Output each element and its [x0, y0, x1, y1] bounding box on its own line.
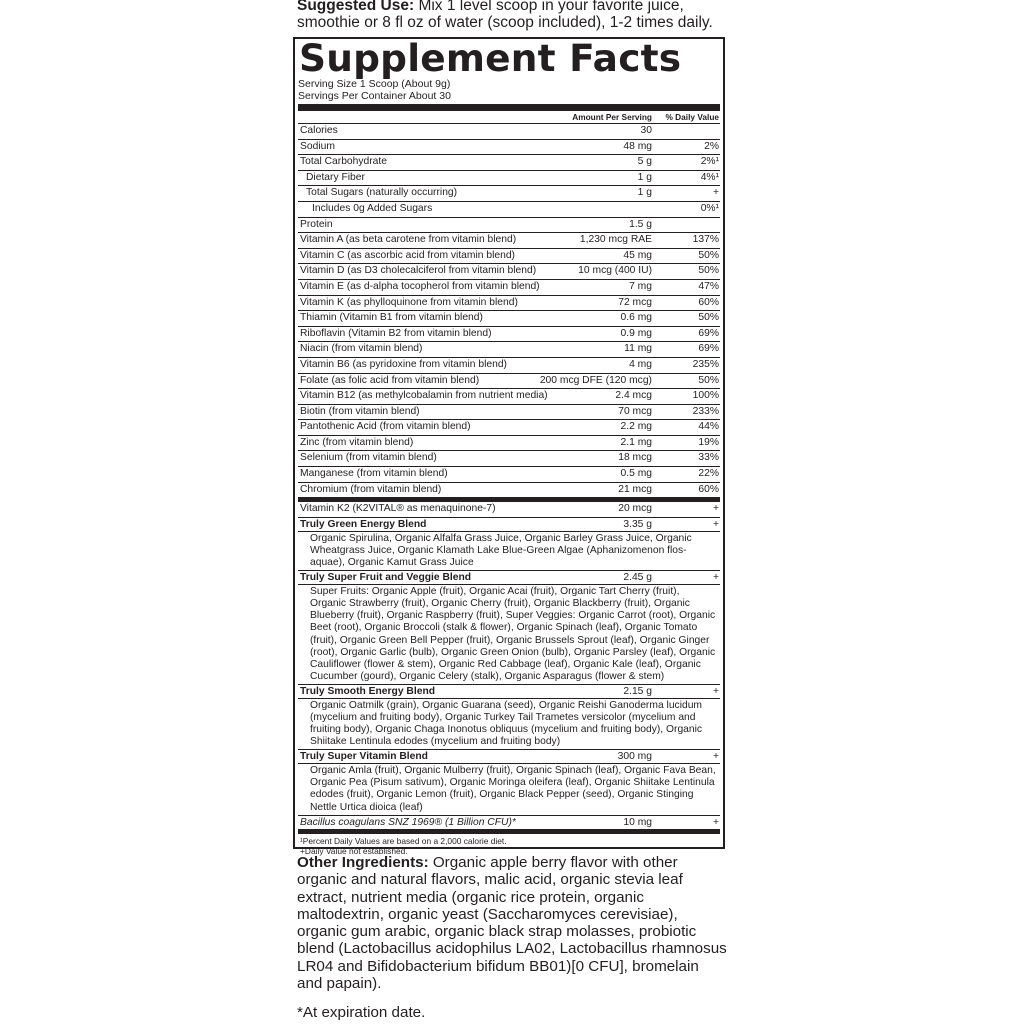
footnote-plus: +Daily Value not established. — [300, 845, 408, 856]
nutrient-row — [298, 389, 720, 405]
column-header — [298, 111, 720, 124]
nutrient-amount: 72 mcg — [618, 296, 652, 308]
nutrient-row — [298, 264, 720, 280]
nutrient-name: Folate (as folic acid from vitamin blend) — [300, 374, 480, 386]
blend-name: Truly Super Vitamin Blend — [300, 751, 428, 763]
suggested-use-label: Suggested Use: — [297, 0, 415, 14]
nutrient-name: Vitamin B6 (as pyridoxine from vitamin blend) — [300, 358, 507, 370]
nutrient-row — [298, 358, 720, 374]
nutrient-name: Vitamin A (as beta carotene from vitamin blend) — [300, 234, 517, 246]
nutrient-amount: 1,230 mcg RAE — [579, 234, 652, 246]
nutrient-dv: 69% — [698, 343, 719, 355]
bacillus-row — [298, 816, 720, 830]
nutrient-amount: 0.6 mg — [620, 312, 652, 324]
nutrient-row — [298, 202, 720, 218]
suggested-use — [297, 0, 737, 31]
nutrient-dv: 22% — [698, 468, 719, 480]
nutrient-name: Selenium (from vitamin blend) — [300, 452, 437, 464]
other-ingredients — [297, 854, 727, 992]
bacillus-name: Bacillus coagulans SNZ 1969® (1 Billion CFU)* — [300, 816, 516, 828]
blend-name: Truly Green Energy Blend — [300, 518, 427, 530]
blend-amount: 3.35 g — [623, 518, 652, 530]
nutrient-name: Vitamin B12 (as methylcobalamin from nutrient media) — [300, 390, 548, 402]
nutrient-amount: 30 — [640, 125, 652, 136]
nutrient-row — [298, 483, 720, 499]
other-ingredients-text: Organic apple berry flavor with other organic and natural flavors, malic acid, organic stevia leaf extract, nutrient media (organic rice protein, organic maltodextrin, organic yeast (Saccharomyces cerevisiae), organic gum arabic, organic black strap molasses, probiotic blend (Lactobacillus acidophilus LA02, Lactobacillus rhamnosus LR04 and Bifidobacterium bifidum BB01)[0 CFU], bromelain and papain). — [297, 854, 727, 993]
nutrient-name: Total Sugars (naturally occurring) — [306, 187, 458, 199]
nutrient-dv: + — [712, 187, 719, 199]
nutrient-dv: 137% — [692, 234, 719, 246]
nutrient-dv: 4%¹ — [700, 171, 719, 183]
nutrient-name: Vitamin D (as D3 cholecalciferol from vitamin blend) — [300, 265, 537, 277]
blend-dv: + — [712, 518, 719, 530]
nutrient-name: Chromium (from vitamin blend) — [300, 483, 442, 495]
blend-description: Super Fruits: Organic Apple (fruit), Organic Acai (fruit), Organic Tart Cherry (fruit), Organic Strawberry (fruit), Organic Cherry (fruit), Organic Blackberry (fruit), Organic Blueberry (fruit), Organic Raspberry (fruit), Super Veggies: Organic Carrot (root), Organic Beet (root), Organic Broccoli (stalk & flower), Organic Spinach (leaf), Organic Tomato (fruit), Organic Green Bell Pepper (fruit), Organic Brussels Sprout (leaf), Organic Ginger (root), Organic Garlic (bulb), Organic Green Onion (bulb), Organic Parsley (leaf), Organic Cauliflower (flower & stem), Organic Red Cabbage (leaf), Organic Kale (leaf), Organic Cucumber (gourd), Organic Celery (stalk), Organic Asparagus (flower & stem) — [298, 585, 720, 685]
nutrient-amount: 1.5 g — [629, 218, 652, 230]
nutrient-name: Vitamin E (as d-alpha tocopherol from vitamin blend) — [300, 280, 540, 292]
amount-header: Amount Per Serving — [572, 112, 652, 122]
nutrient-dv: 33% — [698, 452, 719, 464]
blend-amount: 2.45 g — [623, 572, 652, 584]
nutrient-row — [298, 342, 720, 358]
nutrient-dv: 0%¹ — [700, 202, 719, 214]
nutrient-amount: 10 mcg (400 IU) — [578, 265, 652, 277]
nutrient-amount: 5 g — [637, 156, 652, 168]
nutrient-row — [298, 327, 720, 343]
nutrient-name: Vitamin C (as ascorbic acid from vitamin blend) — [300, 249, 515, 261]
blend-row — [298, 571, 720, 585]
nutrient-amount: 1 g — [637, 171, 652, 183]
nutrient-dv: 233% — [692, 405, 719, 417]
nutrient-dv: 100% — [692, 390, 719, 402]
blend-row — [298, 750, 720, 764]
nutrient-amount: 4 mg — [629, 358, 652, 370]
nutrient-row — [298, 451, 720, 467]
nutrient-name: Vitamin K (as phylloquinone from vitamin blend) — [300, 296, 518, 308]
nutrient-list — [298, 124, 720, 498]
blend-description: Organic Spirulina, Organic Alfalfa Grass Juice, Organic Barley Grass Juice, Organic Wheatgrass Juice, Organic Klamath Lake Blue-Green Algae (Aphanizomenon flos-aquae), Organic Kamut Grass Juice — [298, 532, 720, 571]
nutrient-dv: 50% — [698, 249, 719, 261]
nutrient-name: Vitamin K2 (K2VITAL® as menaquinone-7) — [300, 503, 496, 515]
blend-row — [298, 518, 720, 532]
nutrient-dv: 235% — [692, 358, 719, 370]
blend-list — [298, 518, 720, 816]
footnote-dv: ¹Percent Daily Values are based on a 2,000 calorie diet. — [300, 835, 507, 846]
suggested-use-text: Mix 1 level scoop in your favorite juice, smoothie or 8 fl oz of water (scoop included), 1-2 times daily. — [297, 0, 713, 31]
nutrient-name: Dietary Fiber — [306, 171, 365, 183]
nutrient-row — [298, 186, 720, 202]
nutrient-row — [298, 436, 720, 452]
blend-amount: 300 mg — [617, 751, 652, 763]
nutrient-dv: 69% — [698, 327, 719, 339]
servings-per-container: Servings Per Container About 30 — [298, 89, 451, 102]
nutrient-amount: 7 mg — [629, 280, 652, 292]
nutrient-row — [298, 502, 720, 518]
nutrient-row — [298, 296, 720, 312]
nutrient-name: Riboflavin (Vitamin B2 from vitamin blend) — [300, 327, 492, 339]
other-ingredients-label: Other Ingredients: — [297, 854, 429, 871]
blend-row — [298, 685, 720, 699]
nutrient-dv: 2%¹ — [700, 156, 719, 168]
nutrient-name: Thiamin (Vitamin B1 from vitamin blend) — [300, 312, 483, 324]
nutrient-dv: 50% — [698, 265, 719, 277]
nutrient-amount: 2.4 mcg — [615, 390, 652, 402]
dv-header: % Daily Value — [665, 112, 719, 122]
nutrient-dv: 19% — [698, 436, 719, 448]
nutrient-row — [298, 311, 720, 327]
nutrient-name: Biotin (from vitamin blend) — [300, 405, 420, 417]
nutrient-name: Pantothenic Acid (from vitamin blend) — [300, 421, 471, 433]
serving-size: Serving Size 1 Scoop (About 9g) — [298, 78, 451, 90]
nutrient-row — [298, 374, 720, 390]
blend-dv: + — [712, 572, 719, 584]
supplement-facts-panel — [293, 36, 725, 856]
nutrient-row — [298, 140, 720, 156]
nutrient-amount: 21 mcg — [618, 483, 652, 495]
nutrient-dv: 60% — [698, 483, 719, 495]
nutrient-dv: 60% — [698, 296, 719, 308]
nutrient-row — [298, 155, 720, 171]
nutrient-amount: 0.9 mg — [620, 327, 652, 339]
expiration-note: *At expiration date. — [297, 1004, 426, 1021]
nutrient-amount: 200 mcg DFE (120 mcg) — [539, 374, 652, 386]
nutrient-name: Manganese (from vitamin blend) — [300, 468, 448, 480]
nutrient-amount: 0.5 mg — [620, 468, 652, 480]
nutrient-name: Includes 0g Added Sugars — [312, 202, 433, 214]
blend-description: Organic Oatmilk (grain), Organic Guarana (seed), Organic Reishi Ganoderma lucidum (mycelium and fruiting body), Organic Turkey Tail Trametes versicolor (mycelium and fruiting body), Organic Chaga Inonotus obliquus (mycelium and fruiting body), Organic Shiitake Lentinula edodes (mycelium and fruiting body) — [298, 699, 720, 750]
nutrient-amount: 70 mcg — [618, 405, 652, 417]
nutrient-name: Total Carbohydrate — [300, 156, 388, 168]
nutrient-row — [298, 249, 720, 265]
nutrient-name: Calories — [300, 125, 338, 136]
nutrient-amount: 48 mg — [623, 140, 652, 152]
nutrient-dv: 44% — [698, 421, 719, 433]
nutrient-name: Niacin (from vitamin blend) — [300, 343, 423, 355]
blend-dv: + — [712, 751, 719, 763]
nutrient-row — [298, 171, 720, 187]
nutrient-row — [298, 405, 720, 421]
serving-info — [298, 79, 720, 102]
nutrient-dv: 47% — [698, 280, 719, 292]
nutrient-amount: 2.2 mg — [620, 421, 652, 433]
nutrient-row — [298, 280, 720, 296]
nutrient-amount: 20 mcg — [618, 503, 652, 515]
nutrient-name: Zinc (from vitamin blend) — [300, 436, 414, 448]
nutrient-row — [298, 218, 720, 234]
nutrient-dv: + — [712, 503, 719, 515]
nutrient-dv: 50% — [698, 312, 719, 324]
blend-name: Truly Smooth Energy Blend — [300, 685, 436, 697]
nutrient-row — [298, 420, 720, 436]
nutrient-amount: 18 mcg — [618, 452, 652, 464]
nutrient-name: Protein — [300, 218, 333, 230]
bacillus-amount: 10 mg — [623, 816, 652, 828]
nutrient-dv: 50% — [698, 374, 719, 386]
nutrient-dv: 2% — [704, 140, 719, 152]
blend-dv: + — [712, 685, 719, 697]
nutrient-row — [298, 233, 720, 249]
nutrient-amount: 45 mg — [623, 249, 652, 261]
thick-divider — [298, 104, 720, 111]
blend-name: Truly Super Fruit and Veggie Blend — [300, 572, 472, 584]
footnotes — [298, 834, 720, 856]
blend-amount: 2.15 g — [623, 685, 652, 697]
nutrient-row — [298, 467, 720, 483]
nutrient-amount: 11 mg — [624, 343, 652, 355]
bacillus-dv: + — [712, 816, 719, 828]
nutrient-name: Sodium — [300, 140, 335, 152]
nutrient-amount: 1 g — [637, 187, 652, 199]
nutrient-amount: 2.1 mg — [620, 436, 652, 448]
panel-title: Supplement Facts — [299, 36, 682, 80]
nutrient-row — [298, 124, 720, 140]
blend-description: Organic Amla (fruit), Organic Mulberry (fruit), Organic Spinach (leaf), Organic Fava Bean, Organic Pea (Pisum sativum), Organic Moringa oleifera (leaf), Organic Shiitake Lentinula edodes (fruit), Organic Lemon (fruit), Organic Black Pepper (seed), Organic Stinging Nettle Urtica dioica (leaf) — [298, 764, 720, 815]
